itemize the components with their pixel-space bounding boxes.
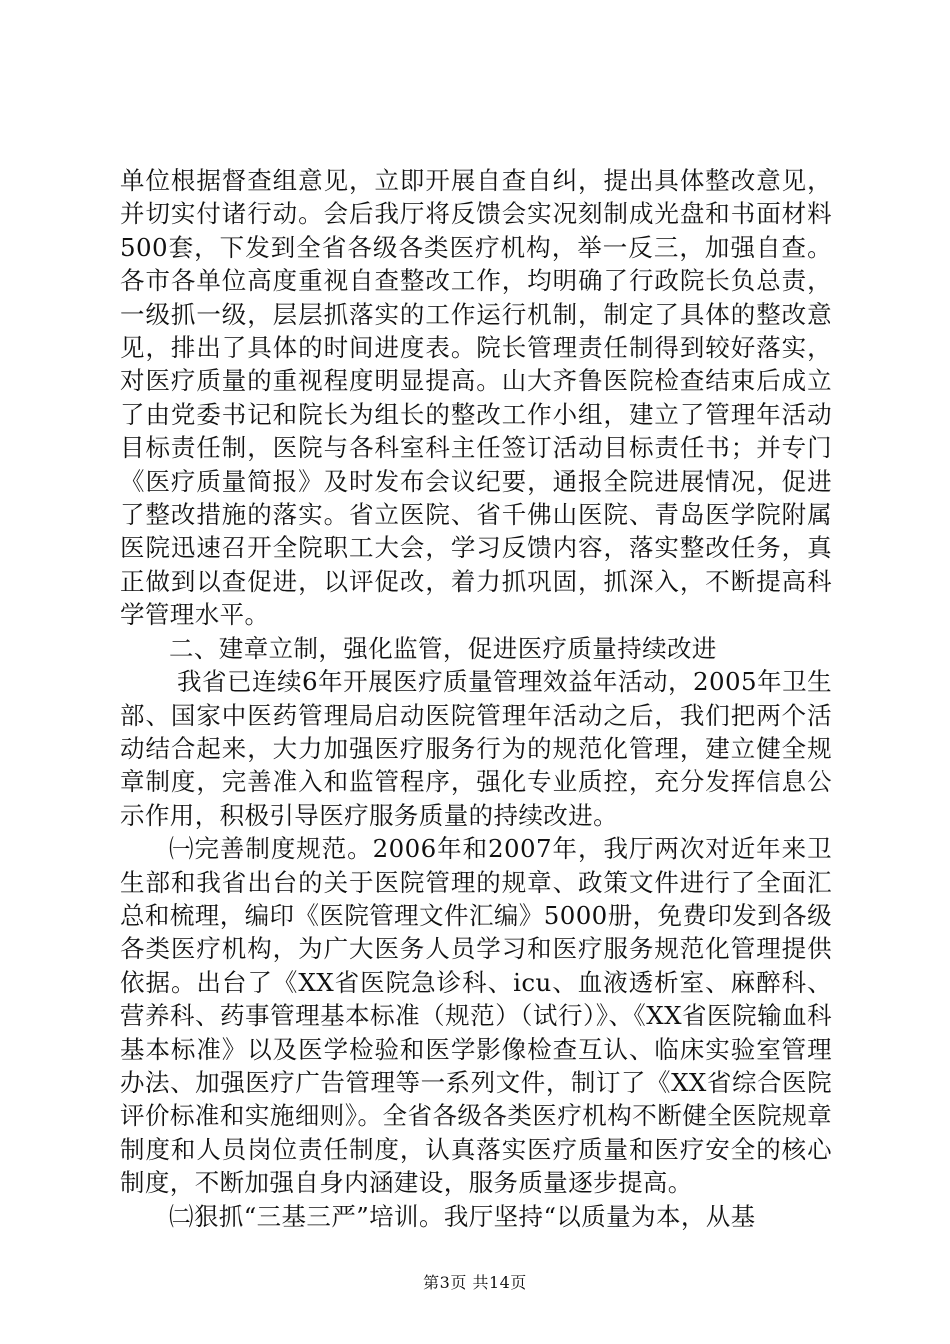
paragraph-continuation: 单位根据督查组意见，立即开展自查自纠，提出具体整改意见，并切实付诸行动。会后我厅将反馈会实况刻制成光盘和书面材料500套，下发到全省各级各类医疗机构，举一反三，加强自查。各市各单位高度重视自查整改工作，均明确了行政院长负总责，一级抓一级，层层抓落实的工作运行机制，制定了具体的整改意见，排出了具体的时间进度表。院长管理责任制得到较好落实，对医疗质量的重视程度明显提高。山大齐鲁医院检查结束后成立了由党委书记和院长为组长的整改工作小组，建立了管理年活动目标责任制，医院与各科室科主任签订活动目标责任书；并专门《医疗质量简报》及时发布会议纪要，通报全院进展情况，促进了整改措施的落实。省立医院、省千佛山医院、青岛医学院附属医院迅速召开全院职工大会，学习反馈内容，落实整改任务，真正做到以查促进，以评促改，着力抓巩固，抓深入，不断提高科学管理水平。: [120, 166, 832, 630]
paragraph-intro: 我省已连续6年开展医疗质量管理效益年活动，2005年卫生部、国家中医药管理局启动医院管理年活动之后，我们把两个活动结合起来，大力加强医疗服务行为的规范化管理，建立健全规章制度，完善准入和监管程序，强化专业质控，充分发挥信息公示作用，积极引导医疗服务质量的持续改进。: [120, 667, 832, 830]
document-body: [120, 164, 832, 1233]
page-footer: 第3页 共14页: [423, 1273, 527, 1292]
paragraph-item-1: ㈠完善制度规范。2006年和2007年，我厅两次对近年来卫生部和我省出台的关于医院管理的规章、政策文件进行了全面汇总和梳理，编印《医院管理文件汇编》5000册，免费印发到各级各类医疗机构，为广大医务人员学习和医疗服务规范化管理提供依据。出台了《XX省医院急诊科、icu、血液透析室、麻醉科、营养科、药事管理基本标准（规范）（试行）》、《XX省医院输血科基本标准》以及医学检验和医学影像检查互认、临床实验室管理办法、加强医疗广告管理等一系列文件，制订了《XX省综合医院评价标准和实施细则》。全省各级各类医疗机构不断健全医院规章制度和人员岗位责任制度，认真落实医疗质量和医疗安全的核心制度，不断加强自身内涵建设，服务质量逐步提高。: [120, 834, 832, 1198]
section-heading: 二、建章立制，强化监管，促进医疗质量持续改进: [169, 633, 717, 663]
paragraph-item-2: ㈡狠抓“三基三严”培训。我厅坚持“以质量为本，从基: [169, 1201, 756, 1231]
